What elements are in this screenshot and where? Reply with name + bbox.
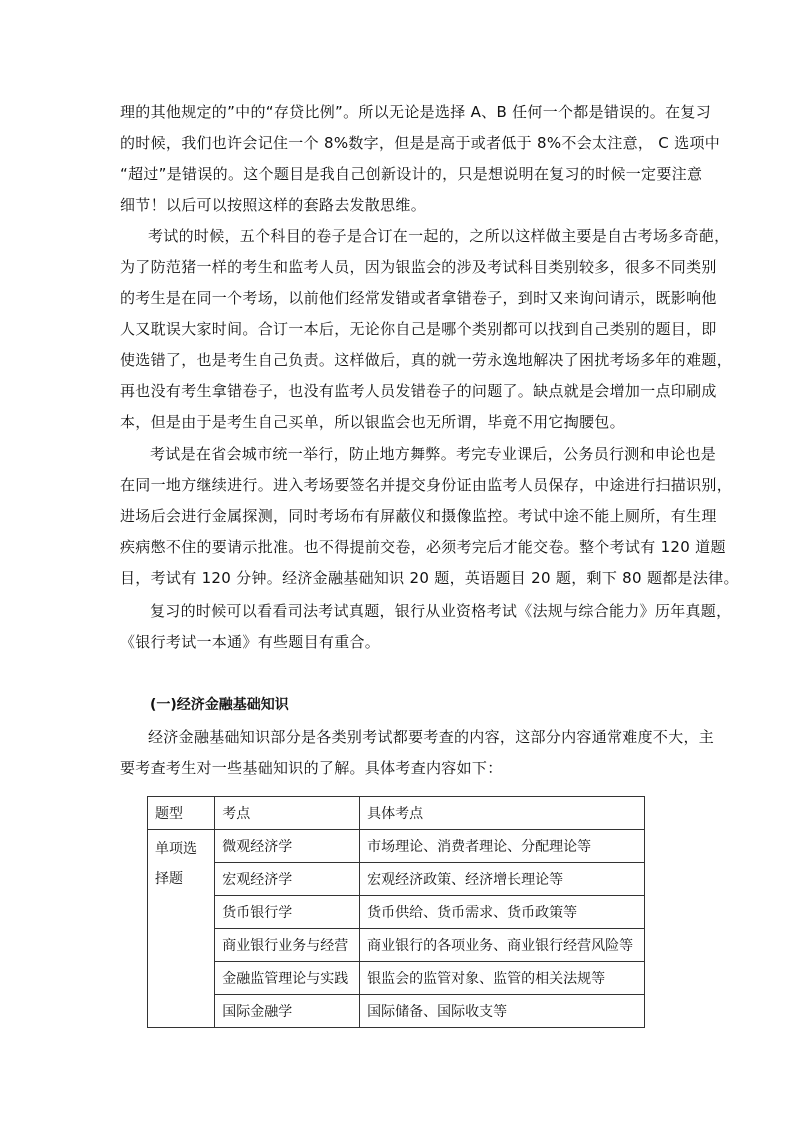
paragraph-3-line: 进场后会进行金属探测，同时考场布有屏蔽仪和摄像监控。考试中途不能上厕所，有生理	[120, 507, 717, 525]
paragraph-2-line: 人又耽误大家时间。合订一本后，无论你自己是哪个类别都可以找到自己类别的题目，即	[120, 320, 717, 338]
topic-point-cell: 金融监管理论与实践	[215, 962, 360, 995]
topic-point-cell: 微观经济学	[215, 830, 360, 863]
paragraph-2-line: 的考生是在同一个考场，以前他们经常发错或者拿错卷子，到时又来询问请示，既影响他	[120, 289, 717, 307]
topic-detail-cell: 宏观经济政策、经济增长理论等	[360, 863, 645, 896]
section-heading: (一)经济金融基础知识	[150, 697, 289, 713]
paragraph-4-line: 复习的时候可以看看司法考试真题，银行从业资格考试《法规与综合能力》历年真题，	[150, 602, 732, 620]
paragraph-5	[120, 722, 715, 784]
paragraph-3-line: 考试是在省会城市统一举行，防止地方舞弊。考完专业课后，公务员行测和申论也是	[150, 445, 717, 463]
topic-point-cell: 商业银行业务与经营	[215, 929, 360, 962]
paragraph-4	[120, 596, 732, 658]
header-cell-point: 考点	[215, 797, 360, 830]
topic-detail-cell: 商业银行的各项业务、商业银行经营风险等	[360, 929, 645, 962]
topic-detail-cell: 银监会的监管对象、监管的相关法规等	[360, 962, 645, 995]
paragraph-2-line: 本，但是由于是考生自己买单，所以银监会也无所谓，毕竟不用它掏腰包。	[120, 413, 625, 431]
table-row	[148, 929, 645, 962]
paragraph-3-line: 疾病憋不住的要请示批准。也不得提前交卷，必须考完后才能交卷。整个考试有 120 道题	[120, 538, 726, 556]
paragraph-1-line: 的时候，我们也许会记住一个 8%数字，但是是高于或者低于 8%不会太注意， C 选项中	[120, 134, 721, 152]
paragraph-1	[120, 97, 721, 221]
paragraph-2-line: 为了防范猪一样的考生和监考人员，因为银监会的涉及考试科目类别较多，很多不同类别	[120, 258, 717, 276]
table-row	[148, 830, 645, 863]
question-type-cell: 单项选择题	[148, 830, 215, 1028]
paragraph-2-line: 考试的时候，五个科目的卷子是合订在一起的，之所以这样做主要是自古考场多奇葩，	[148, 227, 730, 245]
header-cell-type: 题型	[148, 797, 215, 830]
exam-topics-table	[147, 796, 645, 1028]
topic-point-cell: 货币银行学	[215, 896, 360, 929]
paragraph-3	[120, 439, 739, 594]
table-row	[148, 995, 645, 1028]
paragraph-1-line: “超过”是错误的。这个题目是我自己创新设计的，只是想说明在复习的时候一定要注意	[120, 165, 703, 183]
paragraph-2	[120, 221, 733, 438]
paragraph-3-line: 目，考试有 120 分钟。经济金融基础知识 20 题，英语题目 20 题，剩下 80 题都是法律。	[120, 569, 739, 587]
table-row	[148, 863, 645, 896]
paragraph-2-line: 使选错了，也是考生自己负责。这样做后，真的就一劳永逸地解决了困扰考场多年的难题，	[120, 351, 733, 369]
topic-point-cell: 国际金融学	[215, 995, 360, 1028]
header-cell-detail: 具体考点	[360, 797, 645, 830]
paragraph-5-line: 经济金融基础知识部分是各类别考试都要考查的内容，这部分内容通常难度不大，主	[148, 728, 715, 746]
table-row	[148, 962, 645, 995]
paragraph-1-line: 理的其他规定的”中的“存贷比例”。所以无论是选择 A、B 任何一个都是错误的。在复习	[120, 103, 712, 121]
topic-detail-cell: 市场理论、消费者理论、分配理论等	[360, 830, 645, 863]
table-row	[148, 896, 645, 929]
paragraph-3-line: 在同一地方继续进行。进入考场要签名并提交身份证由监考人员保存，中途进行扫描识别，	[120, 476, 733, 494]
topic-point-cell: 宏观经济学	[215, 863, 360, 896]
paragraph-5-line: 要考查考生对一些基础知识的了解。具体考查内容如下：	[120, 759, 503, 777]
paragraph-4-line: 《银行考试一本通》有些题目有重合。	[120, 633, 381, 651]
topic-detail-cell: 货币供给、货币需求、货币政策等	[360, 896, 645, 929]
topic-detail-cell: 国际储备、国际收支等	[360, 995, 645, 1028]
paragraph-2-line: 再也没有考生拿错卷子，也没有监考人员发错卷子的问题了。缺点就是会增加一点印刷成	[120, 382, 717, 400]
paragraph-1-line: 细节！以后可以按照这样的套路去发散思维。	[120, 196, 427, 214]
table-header-row	[148, 797, 645, 830]
